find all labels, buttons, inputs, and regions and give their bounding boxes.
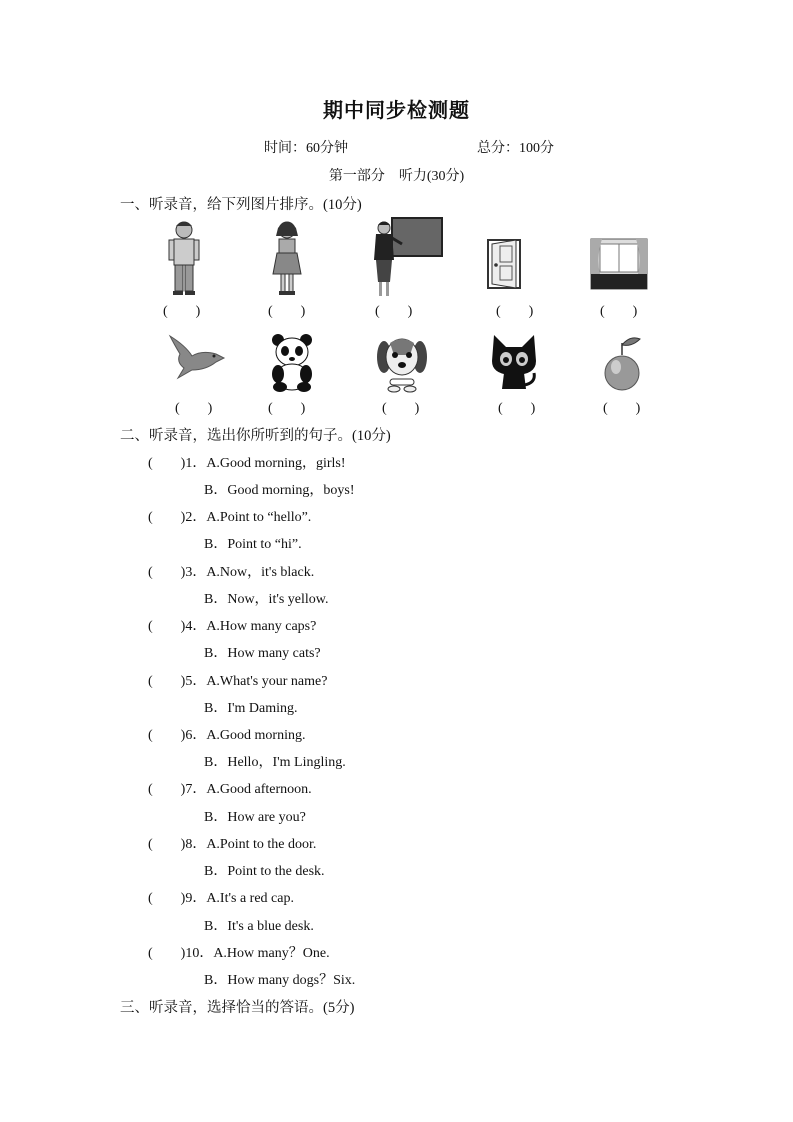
answer-blank[interactable]: ( )	[175, 401, 213, 416]
question-8[interactable]: ( )8．A.Point to the door.	[148, 837, 317, 852]
cat-icon	[488, 333, 540, 393]
question-10[interactable]: ( )10．A.How many？One.	[148, 946, 330, 961]
answer-blank[interactable]: ( )	[382, 401, 420, 416]
question-9[interactable]: ( )9．A.It's a red cap.	[148, 891, 294, 906]
part-heading: 第一部分 听力(30分)	[328, 169, 465, 184]
panda-icon	[266, 332, 320, 392]
orange-icon	[600, 335, 644, 393]
answer-blank[interactable]: ( )	[498, 401, 536, 416]
question-5[interactable]: ( )5．A.What's your name?	[148, 674, 328, 689]
question-7[interactable]: ( )7．A.Good afternoon.	[148, 782, 312, 797]
option-b-6: B．Hello，I'm Lingling.	[204, 755, 346, 770]
question-1[interactable]: ( )1．A.Good morning，girls!	[148, 456, 346, 471]
answer-blank[interactable]: ( )	[268, 401, 306, 416]
bird-icon	[166, 332, 226, 380]
option-b-1: B．Good morning，boys!	[204, 483, 355, 498]
question-4[interactable]: ( )4．A.How many caps?	[148, 619, 317, 634]
window-icon	[590, 238, 648, 290]
page-title: 期中同步检测题	[323, 100, 470, 122]
section2-heading: 二、听录音，选出你所听到的句子。(10分)	[120, 428, 391, 444]
option-b-8: B．Point to the desk.	[204, 864, 325, 879]
question-3[interactable]: ( )3．A.Now，it's black.	[148, 565, 315, 580]
answer-blank[interactable]: ( )	[600, 304, 638, 319]
boy-icon	[164, 218, 204, 298]
dog-icon	[376, 333, 428, 393]
option-b-7: B．How are you?	[204, 810, 306, 825]
question-2[interactable]: ( )2．A.Point to “hello”.	[148, 510, 312, 525]
time-info: 时间：60分钟	[264, 141, 348, 156]
question-6[interactable]: ( )6．A.Good morning.	[148, 728, 306, 743]
option-b-5: B．I'm Daming.	[204, 701, 298, 716]
answer-blank[interactable]: ( )	[375, 304, 413, 319]
option-b-4: B．How many cats?	[204, 646, 321, 661]
answer-blank[interactable]: ( )	[268, 304, 306, 319]
option-b-9: B．It's a blue desk.	[204, 919, 314, 934]
option-b-2: B．Point to “hi”.	[204, 537, 302, 552]
answer-blank[interactable]: ( )	[603, 401, 641, 416]
answer-blank[interactable]: ( )	[496, 304, 534, 319]
door-icon	[486, 238, 536, 290]
option-b-10: B．How many dogs？Six.	[204, 973, 356, 988]
teacher-icon	[370, 216, 444, 300]
girl-icon	[267, 218, 307, 298]
option-b-3: B．Now，it's yellow.	[204, 592, 329, 607]
section1-heading: 一、听录音，给下列图片排序。(10分)	[120, 197, 362, 213]
section3-heading: 三、听录音，选择恰当的答语。(5分)	[120, 1000, 355, 1016]
answer-blank[interactable]: ( )	[163, 304, 201, 319]
score-info: 总分：100分	[477, 141, 554, 156]
